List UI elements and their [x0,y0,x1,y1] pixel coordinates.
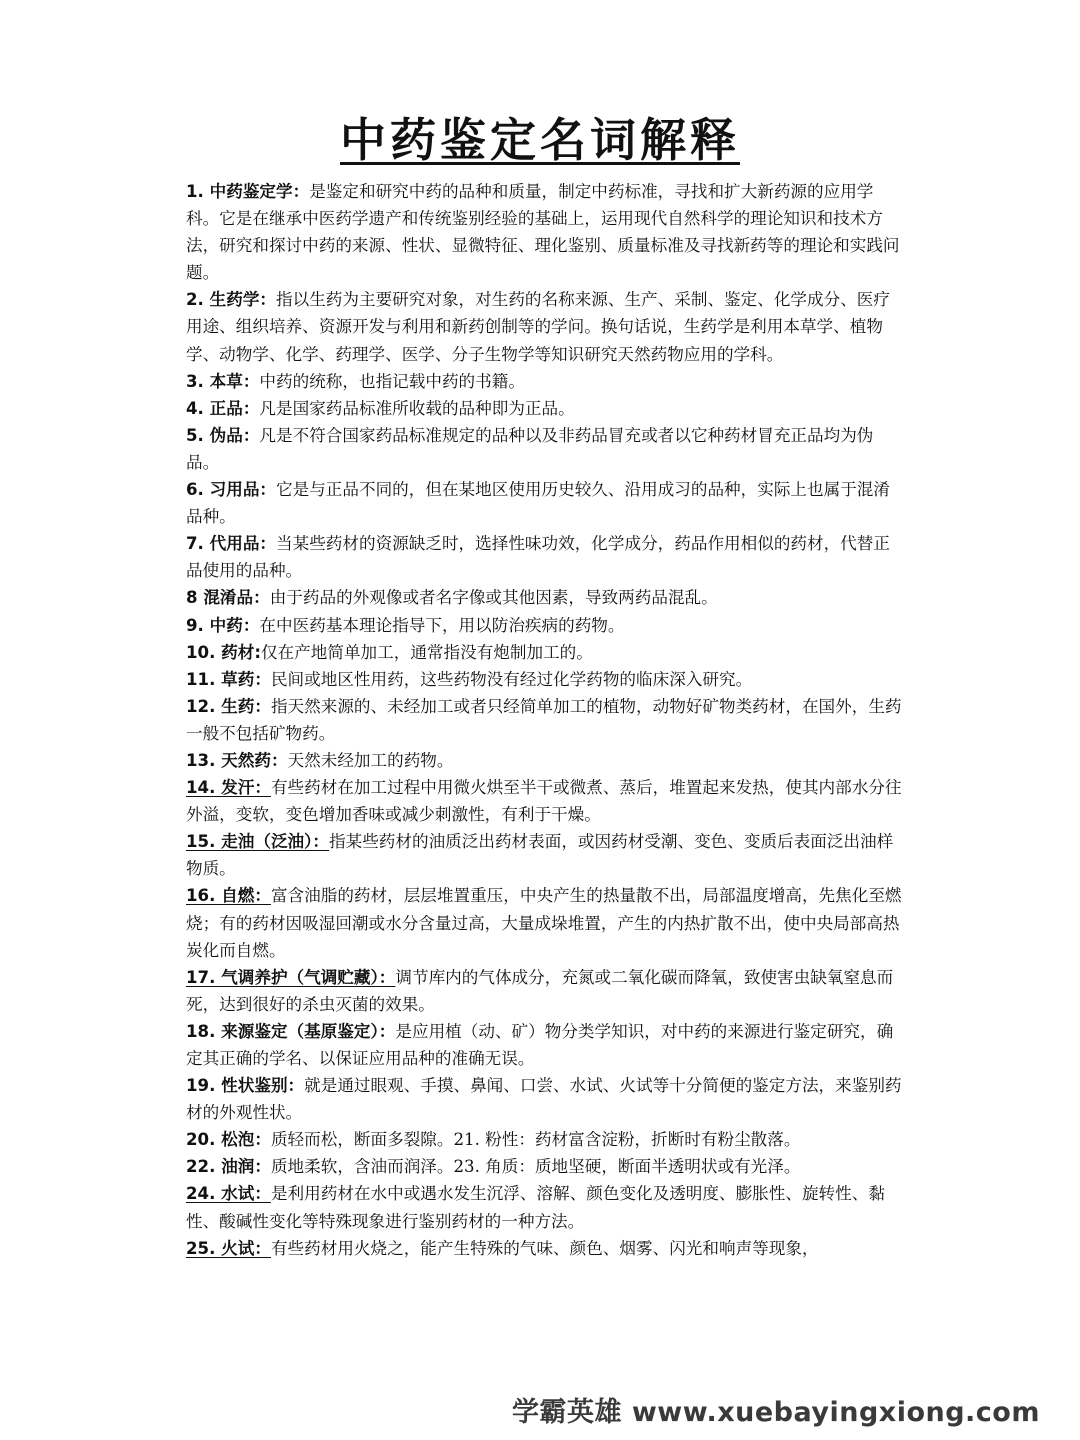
entry-term: 14. 发汗： [186,778,271,798]
entry-term: 12. 生药： [186,696,271,716]
glossary-entry [186,1180,906,1234]
glossary-entry [186,828,906,882]
entry-term: 6. 习用品： [186,480,277,500]
entry-term: 13. 天然药： [186,750,288,770]
entry-definition: 天然未经加工的药物。 [287,750,454,770]
entry-term: 5. 伪品： [186,425,260,445]
entry-definition: 质地柔软，含油而润泽。23. 角质：质地坚硬，断面半透明状或有光泽。 [270,1157,801,1177]
entry-term: 8 混淆品： [186,588,270,608]
entry-term: 9. 中药： [186,615,260,635]
glossary-entry [186,612,906,639]
entry-definition: 民间或地区性用药，这些药物没有经过化学药物的临床深入研究。 [270,669,753,689]
entry-definition: 就是通过眼观、手摸、鼻闻、口尝、水试、火试等十分简便的鉴定方法，来鉴别药材的外观性状。 [186,1076,902,1123]
entry-term: 3. 本草： [186,371,260,391]
glossary-entry [186,286,906,367]
entry-definition: 指以生药为主要研究对象，对生药的名称来源、生产、采制、鉴定、化学成分、医疗用途、组织培养、资源开发与利用和新药创制等的学问。换句话说，生药学是利用本草学、植物学、动物学、化学、药理学、医学、分子生物学等知识研究天然药物应用的学科。 [186,290,890,364]
glossary-entry [186,666,906,693]
entry-term: 4. 正品： [186,398,260,418]
entry-term: 20. 松泡： [186,1130,271,1150]
entry-term: 22. 油润： [186,1157,271,1177]
entry-definition: 有些药材用火烧之，能产生特殊的气味、颜色、烟雾、闪光和响声等现象， [270,1238,819,1258]
glossary-entry [186,882,906,963]
glossary-entry [186,584,906,611]
entry-definition: 调节库内的气体成分，充氮或二氧化碳而降氧，致使害虫缺氧窒息而死，达到很好的杀虫灭菌的效果。 [186,967,894,1014]
entry-term: 25. 火试： [186,1238,271,1258]
entry-definition: 在中医药基本理论指导下，用以防治疾病的药物。 [259,615,625,635]
entry-term: 18. 来源鉴定（基原鉴定）： [186,1021,396,1041]
glossary-entry [186,774,906,828]
glossary-entry [186,476,906,530]
glossary-entry [186,178,906,286]
glossary-entry [186,693,906,747]
entry-term: 11. 草药： [186,669,271,689]
glossary-entry [186,1018,906,1072]
glossary-entry [186,639,906,666]
glossary-entry [186,368,906,395]
glossary-entry [186,395,906,422]
entry-definition: 当某些药材的资源缺乏时，选择性味功效，化学成分，药品作用相似的药材，代替正品使用的品种。 [186,534,890,581]
entry-definition: 富含油脂的药材，层层堆置重压，中央产生的热量散不出，局部温度增高，先焦化至燃烧；有的药材因吸湿回潮或水分含量过高，大量成垛堆置，产生的内热扩散不出，使中央局部高热炭化而自燃。 [186,886,902,960]
entry-term: 7. 代用品： [186,534,277,554]
glossary-entry [186,747,906,774]
entry-definition: 凡是不符合国家药品标准规定的品种以及非药品冒充或者以它种药材冒充正品均为伪品。 [186,425,874,472]
entry-definition: 是应用植（动、矿）物分类学知识，对中药的来源进行鉴定研究，确定其正确的学名、以保证应用品种的准确无误。 [186,1021,894,1068]
glossary-entry [186,1072,906,1126]
entry-term: 1. 中药鉴定学： [186,182,310,201]
entry-definition: 质轻而松，断面多裂隙。21. 粉性：药材富含淀粉，折断时有粉尘散落。 [270,1130,801,1150]
entry-term: 16. 自燃： [186,886,271,906]
glossary-entry [186,422,906,476]
glossary-entry [186,1126,906,1153]
entry-term: 10. 药材: [186,642,261,662]
glossary-entry [186,1153,906,1180]
entry-term: 19. 性状鉴别： [186,1076,305,1096]
glossary-entry [186,964,906,1018]
page-title [0,112,1080,168]
entry-term: 15. 走油（泛油）： [186,832,330,852]
entry-definition: 它是与正品不同的，但在某地区使用历史较久、沿用成习的品种，实际上也属于混淆品种。 [186,480,890,527]
entry-term: 24. 水试： [186,1184,271,1204]
entry-definition: 有些药材在加工过程中用微火烘至半干或微煮、蒸后，堆置起来发热，使其内部水分往外溢，变软，变色增加香味或减少刺激性，有利于干燥。 [186,778,902,825]
glossary-body [186,178,906,1262]
entry-definition: 指某些药材的油质泛出药材表面，或因药材受潮、变色、变质后表面泛出油样物质。 [186,832,894,879]
entry-definition: 中药的统称，也指记载中药的书籍。 [259,371,525,391]
glossary-entry [186,530,906,584]
page-title-text: 中药鉴定名词解释 [340,113,740,167]
entry-definition: 是鉴定和研究中药的品种和质量，制定中药标准，寻找和扩大新药源的应用学科。它是在继承中医药学遗产和传统鉴别经验的基础上，运用现代自然科学的理论知识和技术方法，研究和探讨中药的来源、性状、显微特征、理化鉴别、质量标准及寻找新药等的理论和实践问题。 [186,182,900,283]
site-watermark: 学霸英雄 www.xuebayingxiong.com [511,1397,1040,1428]
entry-definition: 由于药品的外观像或者名字像或其他因素，导致两药品混乱。 [269,588,718,608]
entry-definition: 凡是国家药品标准所收载的品种即为正品。 [259,398,575,418]
entry-definition: 仅在产地简单加工，通常指没有炮制加工的。 [261,642,593,662]
entry-term: 2. 生药学： [186,290,277,310]
entry-term: 17. 气调养护（气调贮藏）： [186,967,396,987]
glossary-entry [186,1235,906,1262]
entry-definition: 指天然来源的、未经加工或者只经简单加工的植物，动物好矿物类药材，在国外，生药一般不包括矿物药。 [186,696,902,743]
entry-definition: 是利用药材在水中或遇水发生沉浮、溶解、颜色变化及透明度、膨胀性、旋转性、黏性、酸碱性变化等特殊现象进行鉴别药材的一种方法。 [186,1184,885,1231]
